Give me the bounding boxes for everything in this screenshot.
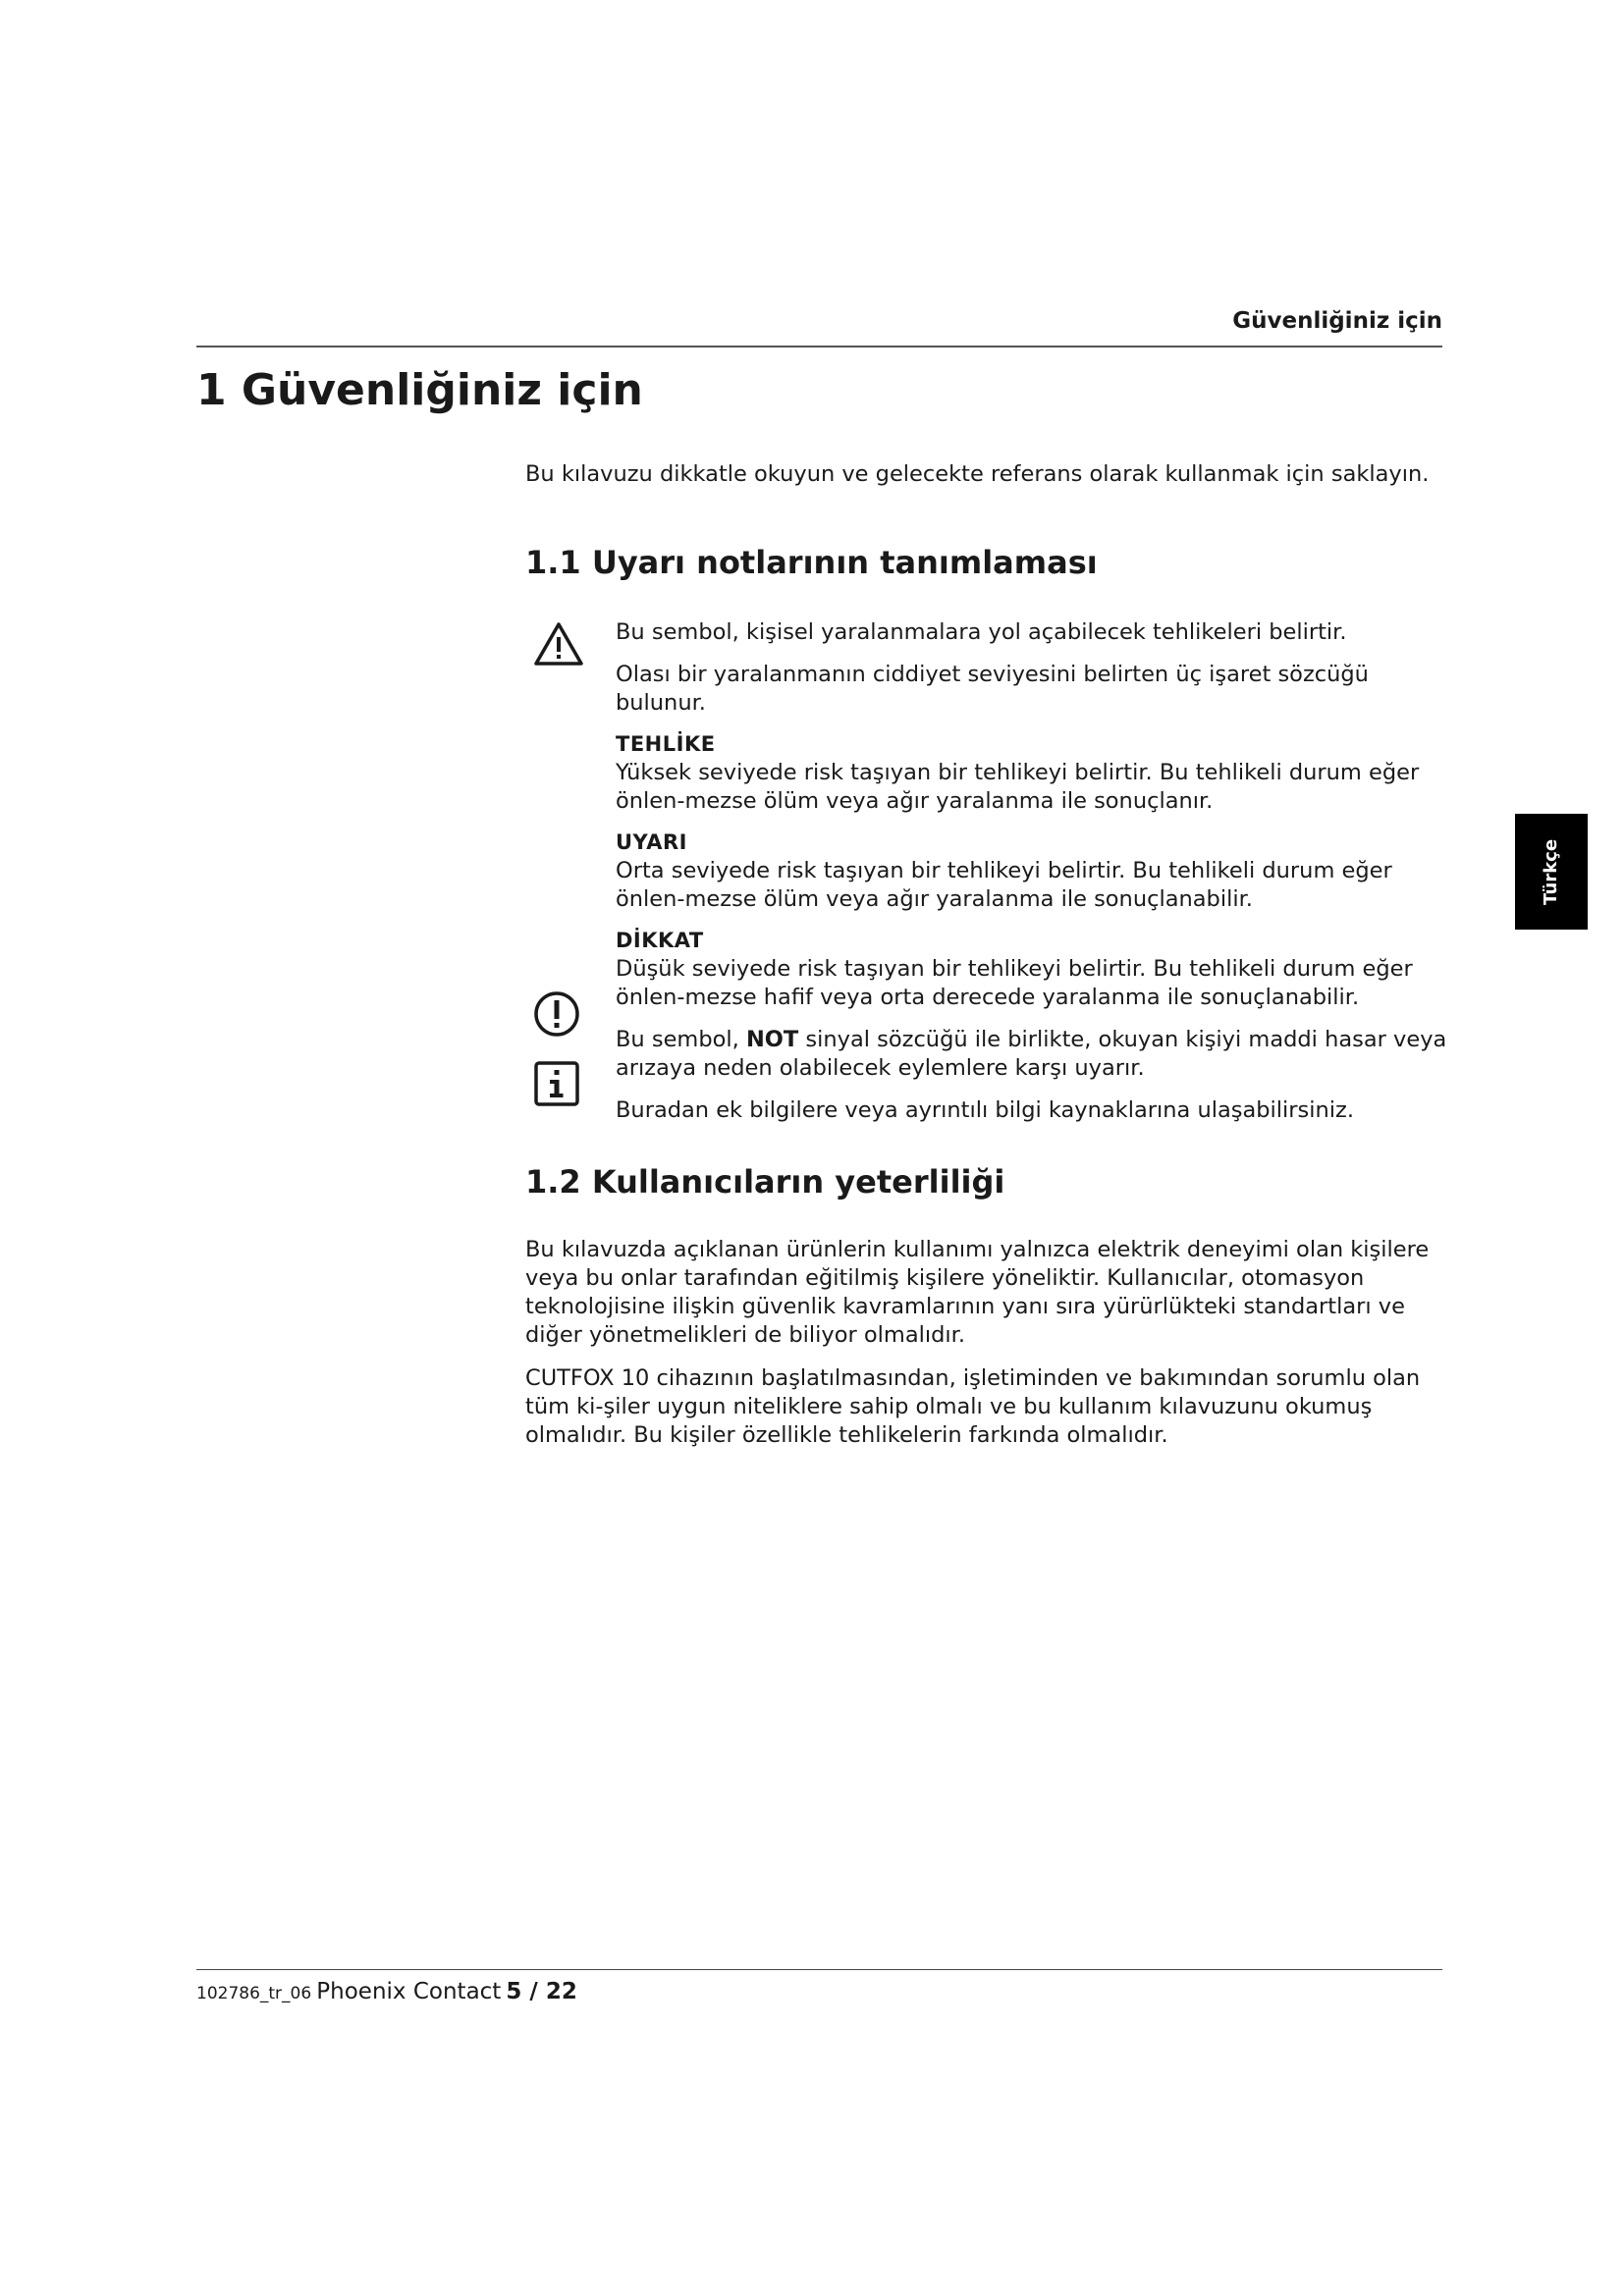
notice-keyword: NOT	[745, 1027, 799, 1052]
warning-symbol-description: Bu sembol, kişisel yaralanmalara yol açabilecek tehlikeleri belirtir.	[616, 619, 1347, 645]
language-tab	[1515, 814, 1588, 930]
brand-name: Phoenix Contact	[316, 1979, 502, 2004]
chapter-title: 1 Güvenliğiniz için	[196, 365, 643, 415]
warning-notes-block	[616, 618, 1460, 1139]
info-description: Buradan ek bilgilere veya ayrıntılı bilgi kaynaklarına ulaşabilirsiniz.	[616, 1097, 1354, 1123]
notice-description	[616, 1026, 1460, 1083]
notice-text-after: sinyal sözcüğü ile birlikte, okuyan kişiyi maddi hasar veya arızaya neden olabilecek eylemlere karşı uyarır.	[616, 1027, 1447, 1081]
section-title-user-qualification: 1.2 Kullanıcıların yeterliliği	[525, 1163, 1005, 1201]
signal-word-danger-text: Yüksek seviyede risk taşıyan bir tehlikeyi belirtir. Bu tehlikeli durum eğer önlen-mezse ölüm veya ağır yaralanma ile sonuçlanır.	[616, 760, 1420, 814]
signal-word-caution: DİKKAT	[616, 929, 704, 952]
notice-text-before: Bu sembol,	[616, 1027, 746, 1052]
chapter-intro: Bu kılavuzu dikkatle okuyun ve gelecekte referans olarak kullanmak için saklayın.	[525, 461, 1430, 487]
page-footer	[196, 1979, 577, 2004]
footer-divider	[196, 1969, 1442, 1970]
section-title-warning-notes: 1.1 Uyarı notlarının tanımlaması	[525, 544, 1098, 581]
signal-word-warning: UYARI	[616, 830, 687, 854]
header-divider	[196, 346, 1442, 347]
qualification-paragraph-1: Bu kılavuzda açıklanan ürünlerin kullanımı yalnızca elektrik deneyimi olan kişilere veya bu onlar tarafından eğitilmiş kişilere yöneliktir. Kullanıcılar, otomasyon teknolojisine ilişkin güvenlik kavramlarının yanı sıra yürürlükteki standartları ve diğer yönetmelikleri de biliyor olmalıdır.	[525, 1237, 1430, 1348]
signal-word-warning-text: Orta seviyede risk taşıyan bir tehlikeyi belirtir. Bu tehlikeli durum eğer önlen-mezse ölüm veya ağır yaralanma ile sonuçlanabilir.	[616, 858, 1392, 912]
signal-word-caution-text: Düşük seviyede risk taşıyan bir tehlikeyi belirtir. Bu tehlikeli durum eğer önlen-mezse hafif veya orta derecede yaralanma ile sonuçlanabilir.	[616, 956, 1413, 1010]
qualification-paragraph-2: CUTFOX 10 cihazının başlatılmasından, işletiminden ve bakımından sorumlu olan tüm ki-şiler uygun niteliklere sahip olmalı ve bu kullanım kılavuzunu okumuş olmalıdır. Bu kişiler özellikle tehlikelerin farkında olmalıdır.	[525, 1365, 1421, 1448]
document-id: 102786_tr_06	[196, 1984, 312, 2003]
signal-word-danger: TEHLİKE	[616, 732, 716, 756]
warning-triangle-icon	[533, 620, 584, 667]
signal-words-intro: Olası bir yaralanmanın ciddiyet seviyesini belirten üç işaret sözcüğü bulunur.	[616, 662, 1369, 716]
running-header: Güvenliğiniz için	[1232, 308, 1442, 334]
notice-exclamation-icon	[533, 990, 580, 1038]
info-icon	[534, 1061, 579, 1106]
page-number: 5 / 22	[506, 1979, 577, 2004]
language-tab-label: Türkçe	[1541, 838, 1562, 905]
